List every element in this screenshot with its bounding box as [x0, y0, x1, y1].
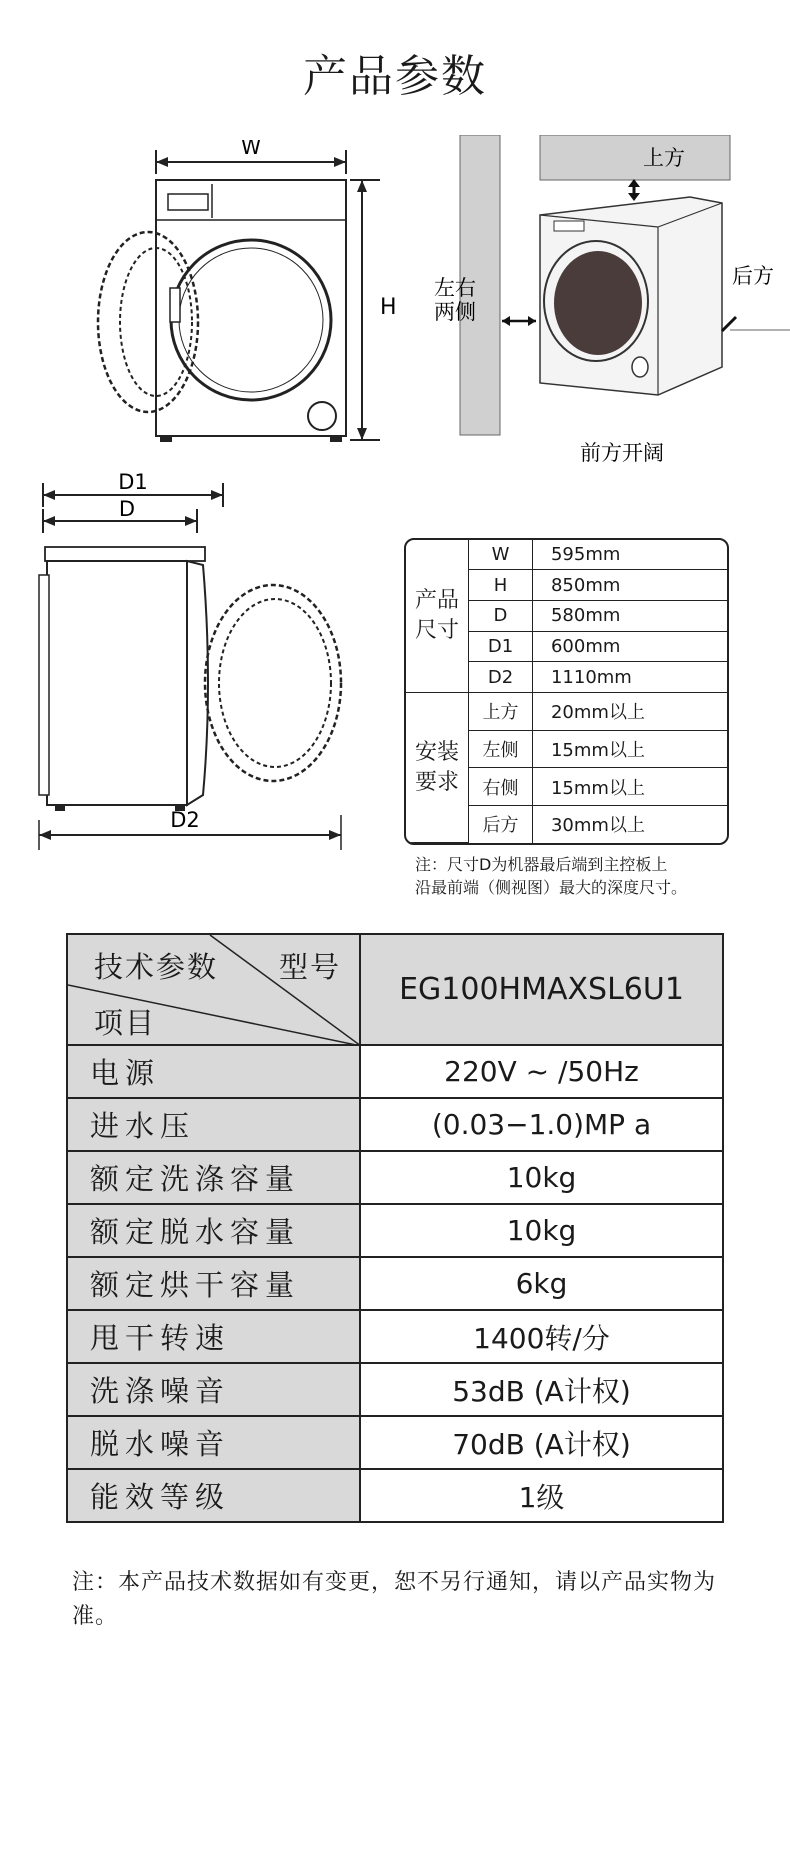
group-product-size — [406, 540, 469, 693]
table-row — [406, 540, 727, 570]
dim-key: H — [469, 570, 533, 601]
dim-value: 20mm以上 — [532, 693, 727, 731]
spec-table — [66, 933, 724, 1523]
spec-value: (0.03−1.0)MP a — [360, 1098, 723, 1151]
dim-key: D1 — [469, 631, 533, 662]
spec-value: 70dB (A计权) — [360, 1416, 723, 1469]
dimension-note-line: 注：尺寸D为机器最后端到主控板上 — [415, 855, 668, 874]
group-label: 安装 — [414, 739, 459, 765]
installation-diagram — [430, 135, 790, 465]
install-top-label: 上方 — [643, 146, 685, 170]
group-install-requirements — [406, 693, 469, 843]
dim-value: 15mm以上 — [532, 768, 727, 806]
dimension-note-line: 沿最前端（侧视图）最大的深度尺寸。 — [415, 878, 688, 897]
spec-value: 1400转/分 — [360, 1310, 723, 1363]
dimension-note — [415, 853, 785, 899]
dim-value: 15mm以上 — [532, 730, 727, 768]
header-item: 项目 — [94, 1006, 157, 1040]
dim-value: 595mm — [532, 540, 727, 570]
spec-value: 6kg — [360, 1257, 723, 1310]
install-sides-label-2: 两侧 — [434, 300, 476, 324]
table-row — [67, 1045, 723, 1098]
install-front-label: 前方开阔 — [580, 441, 664, 465]
spec-label: 脱水噪音 — [67, 1416, 360, 1469]
front-w-label: W — [241, 140, 261, 159]
dim-value: 580mm — [532, 601, 727, 632]
spec-value: 53dB (A计权) — [360, 1363, 723, 1416]
install-back-label: 后方 — [732, 264, 774, 288]
front-h-label: H — [380, 295, 397, 320]
front-view-diagram — [60, 140, 420, 460]
model-number: EG100HMAXSL6U1 — [360, 934, 723, 1045]
page-title: 产品参数 — [303, 51, 487, 102]
dim-value: 1110mm — [532, 662, 727, 693]
spec-label: 额定脱水容量 — [67, 1204, 360, 1257]
spec-header-cell — [67, 934, 360, 1045]
spec-label: 甩干转速 — [67, 1310, 360, 1363]
spec-label: 额定烘干容量 — [67, 1257, 360, 1310]
dim-key: 右侧 — [469, 768, 533, 806]
dim-key: W — [469, 540, 533, 570]
side-d2-label: D2 — [170, 808, 200, 832]
dim-value: 600mm — [532, 631, 727, 662]
table-row — [67, 1151, 723, 1204]
spec-label: 额定洗涤容量 — [67, 1151, 360, 1204]
table-row — [67, 1257, 723, 1310]
group-label: 产品 — [414, 588, 459, 614]
spec-value: 10kg — [360, 1151, 723, 1204]
table-row — [67, 1098, 723, 1151]
table-row — [67, 1310, 723, 1363]
footer-note: 注：本产品技术数据如有变更，恕不另行通知，请以产品实物为准。 — [72, 1570, 717, 1629]
table-row — [406, 693, 727, 731]
spec-value: 220V ~ /50Hz — [360, 1045, 723, 1098]
table-row — [67, 1363, 723, 1416]
side-d1-label: D1 — [118, 470, 148, 494]
spec-value: 10kg — [360, 1204, 723, 1257]
dim-value: 30mm以上 — [532, 805, 727, 842]
spec-label: 进水压 — [67, 1098, 360, 1151]
group-label: 尺寸 — [414, 618, 459, 644]
group-label: 要求 — [414, 769, 459, 795]
table-row — [67, 1416, 723, 1469]
dim-key: D2 — [469, 662, 533, 693]
dim-key: 后方 — [469, 805, 533, 842]
spec-header-row — [67, 934, 723, 1045]
spec-value: 1级 — [360, 1469, 723, 1522]
spec-label: 电源 — [67, 1045, 360, 1098]
header-tech-params: 技术参数 — [94, 950, 219, 984]
dim-key: 上方 — [469, 693, 533, 731]
install-sides-label-1: 左右 — [434, 276, 476, 300]
dim-value: 850mm — [532, 570, 727, 601]
table-row — [67, 1469, 723, 1522]
header-model: 型号 — [278, 950, 341, 984]
dim-key: D — [469, 601, 533, 632]
table-row — [67, 1204, 723, 1257]
side-view-diagram — [35, 465, 395, 865]
dim-key: 左侧 — [469, 730, 533, 768]
spec-label: 能效等级 — [67, 1469, 360, 1522]
side-d-label: D — [118, 497, 136, 521]
dimension-table — [404, 538, 729, 845]
spec-label: 洗涤噪音 — [67, 1363, 360, 1416]
